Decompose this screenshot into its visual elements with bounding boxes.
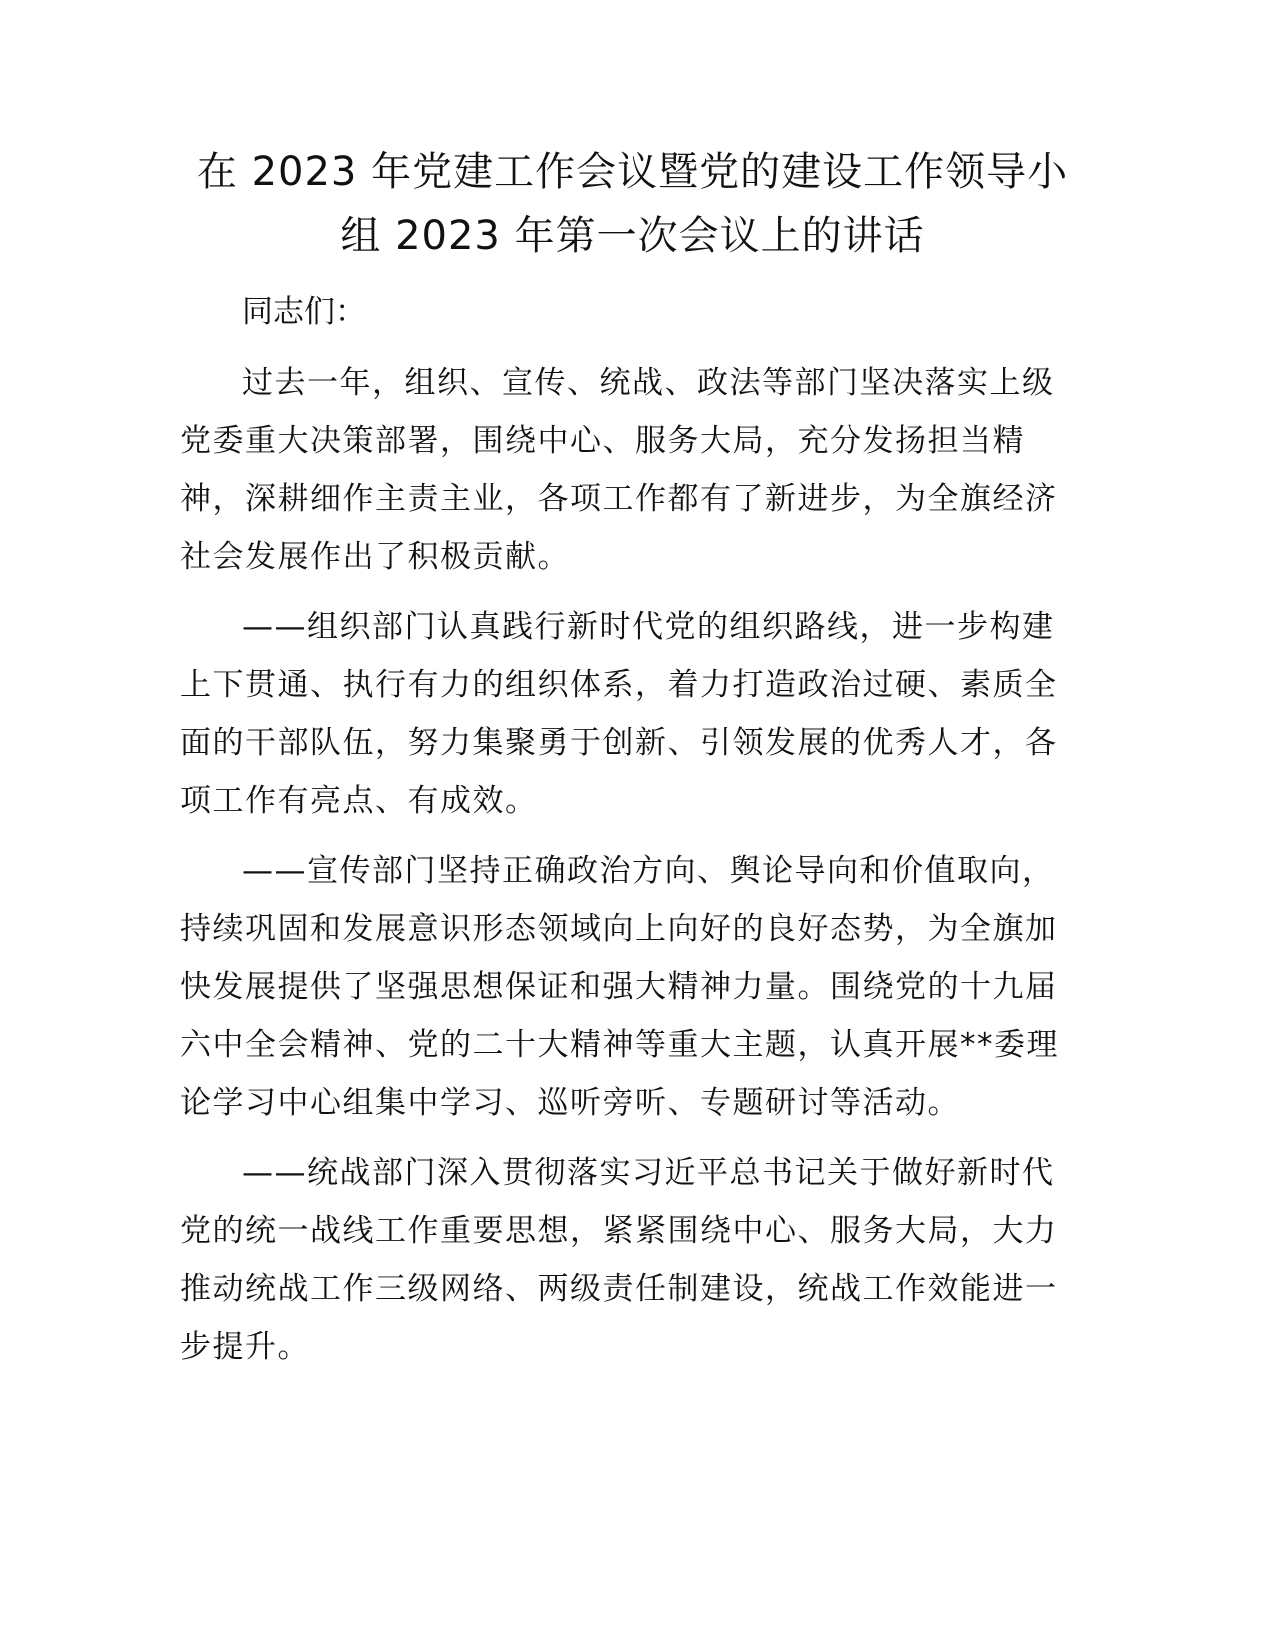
paragraph-line: 党的统一战线工作重要思想，紧紧围绕中心、服务大局，大力: [180, 1213, 1058, 1249]
paragraph-line: 步提升。: [180, 1329, 310, 1365]
paragraph-line: 神，深耕细作主责主业，各项工作都有了新进步，为全旗经济: [180, 481, 1058, 517]
paragraph-line: 快发展提供了坚强思想保证和强大精神力量。围绕党的十九届: [180, 969, 1058, 1005]
document-title: [180, 140, 1085, 268]
document-page: [180, 140, 1085, 1376]
paragraph-line: 社会发展作出了积极贡献。: [180, 539, 570, 575]
paragraph-line: 六中全会精神、党的二十大精神等重大主题，认真开展**委理: [180, 1027, 1059, 1063]
paragraph-summary: [180, 354, 1085, 586]
paragraph-line: 上下贯通、执行有力的组织体系，着力打造政治过硬、素质全: [180, 667, 1058, 703]
paragraph-organization: [180, 598, 1085, 830]
paragraph-line: 面的干部队伍，努力集聚勇于创新、引领发展的优秀人才，各: [180, 725, 1058, 761]
paragraph-line: 过去一年，组织、宣传、统战、政法等部门坚决落实上级: [242, 365, 1055, 401]
title-line-1: 在 2023 年党建工作会议暨党的建设工作领导小: [196, 149, 1069, 195]
paragraph-line: 持续巩固和发展意识形态领域向上向好的良好态势，为全旗加: [180, 911, 1058, 947]
paragraph-line: 论学习中心组集中学习、巡听旁听、专题研讨等活动。: [180, 1085, 960, 1121]
paragraph-line: 党委重大决策部署，围绕中心、服务大局，充分发扬担当精: [180, 423, 1025, 459]
salutation: 同志们：: [242, 294, 366, 330]
paragraph-line: ——宣传部门坚持正确政治方向、舆论导向和价值取向，: [242, 853, 1055, 889]
paragraph-line: 项工作有亮点、有成效。: [180, 783, 538, 819]
paragraph-publicity: [180, 842, 1085, 1132]
paragraph-line: ——统战部门深入贯彻落实习近平总书记关于做好新时代: [242, 1155, 1055, 1191]
paragraph-line: ——组织部门认真践行新时代党的组织路线，进一步构建: [242, 609, 1055, 645]
paragraph-line: 推动统战工作三级网络、两级责任制建设，统战工作效能进一: [180, 1271, 1058, 1307]
paragraph-united-front: [180, 1144, 1085, 1376]
title-line-2: 组 2023 年第一次会议上的讲话: [340, 213, 925, 259]
